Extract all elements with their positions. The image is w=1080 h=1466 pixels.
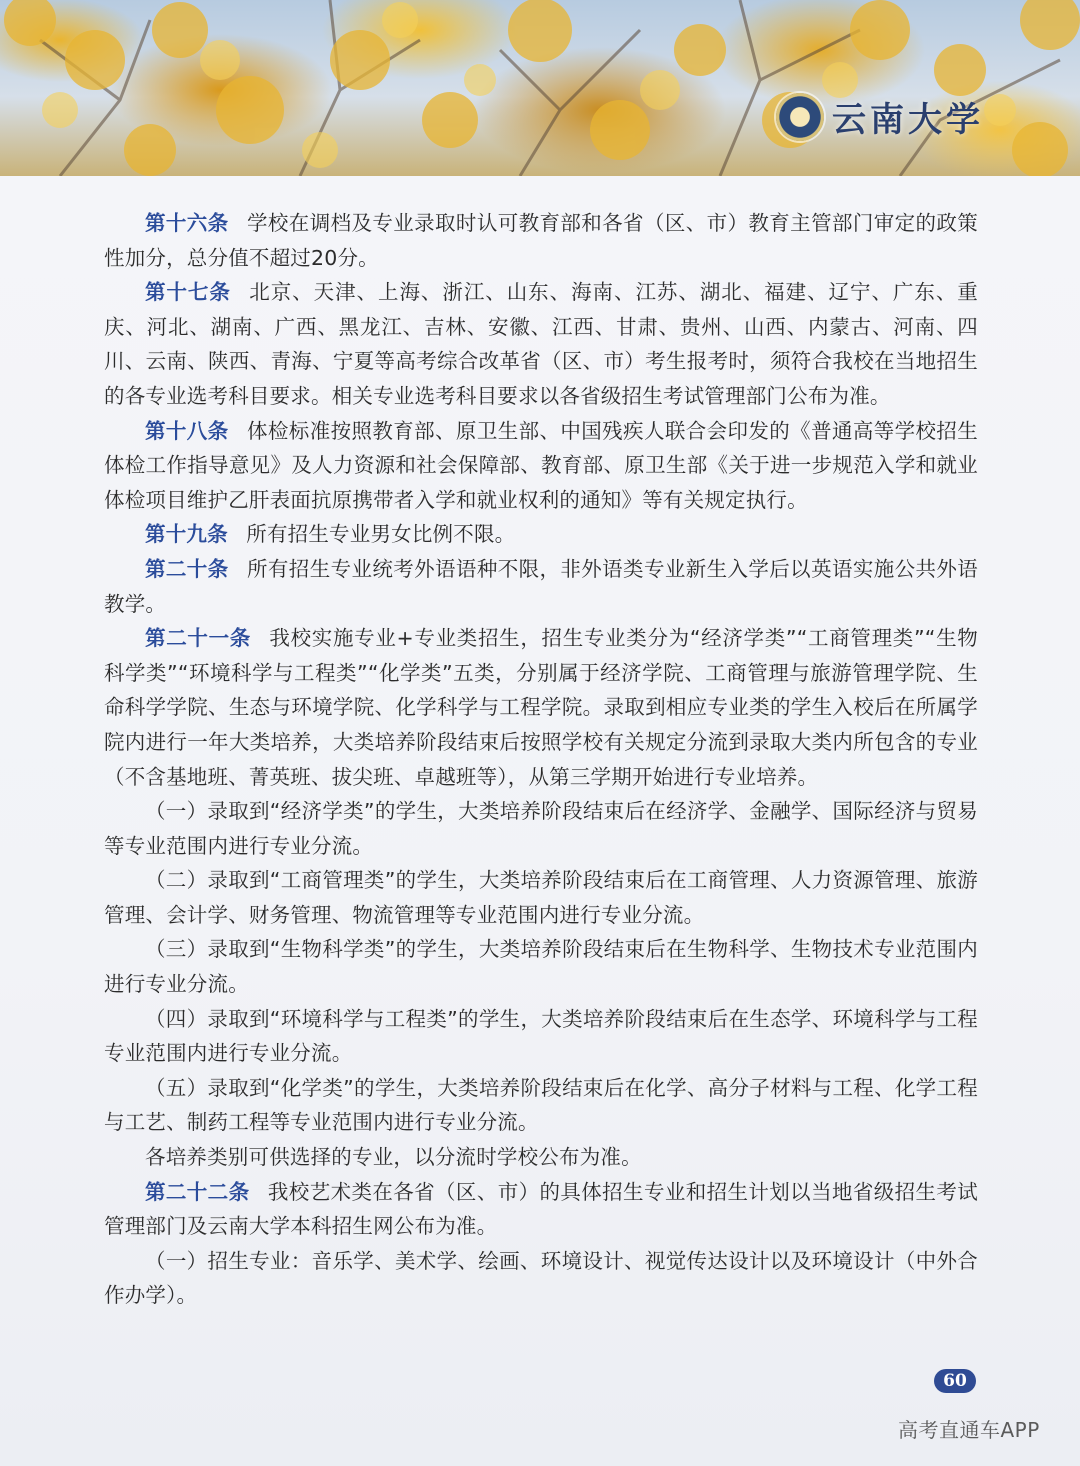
article-18 xyxy=(104,414,978,518)
article-title: 第十七条 xyxy=(145,280,231,305)
article-title: 第十九条 xyxy=(145,522,228,547)
article-text: 学校在调档及专业录取时认可教育部和各省（区、市）教育主管部门审定的政策性加分，总分值不超过20分。 xyxy=(104,211,979,270)
source-watermark: 高考直通车APP xyxy=(898,1418,1040,1442)
article-19 xyxy=(104,517,978,552)
clause-paragraph: （四）录取到“环境科学与工程类”的学生，大类培养阶段结束后在生态学、环境科学与工程专业范围内进行专业分流。 xyxy=(104,1006,978,1066)
article-20 xyxy=(104,552,978,621)
article-22 xyxy=(104,1175,978,1244)
article-21 xyxy=(104,621,978,794)
article-text: 所有招生专业统考外语语种不限，非外语类专业新生入学后以英语实施公共外语教学。 xyxy=(104,556,979,616)
clause-paragraph: （五）录取到“化学类”的学生，大类培养阶段结束后在化学、高分子材料与工程、化学工程与工艺、制药工程等专业范围内进行专业分流。 xyxy=(104,1075,978,1135)
article-17 xyxy=(104,275,978,413)
article-text: 我校实施专业+专业类招生，招生专业类分为“经济学类”“工商管理类”“生物科学类”“环境科学与工程类”“化学类”五类，分别属于经济学院、工商管理与旅游管理学院、生命科学学院、生态与环境学院、化学科学与工程学院。录取到相应专业类的学生入校后在所属学院内进行一年大类培养，大类培养阶段结束后按照学校有关规定分流到录取大类内所包含的专业（不含基地班、菁英班、拔尖班、卓越班等），从第三学期开始进行专业培养。 xyxy=(104,626,979,789)
clause-paragraph: （一）录取到“经济学类”的学生，大类培养阶段结束后在经济学、金融学、国际经济与贸易等专业范围内进行专业分流。 xyxy=(104,799,978,858)
page-number-badge: 60 xyxy=(934,1369,976,1393)
article-16 xyxy=(104,206,978,275)
article-title: 第十六条 xyxy=(145,211,229,235)
article-title: 第十八条 xyxy=(145,418,229,443)
article-text: 所有招生专业男女比例不限。 xyxy=(246,522,516,547)
university-seal-icon xyxy=(776,93,824,141)
header-banner-photo xyxy=(0,0,1080,176)
article-text: 体检标准按照教育部、原卫生部、中国残疾人联合会印发的《普通高等学校招生体检工作指导意见》及人力资源和社会保障部、教育部、原卫生部《关于进一步规范入学和就业体检项目维护乙肝表面抗原携带者入学和就业权利的通知》等有关规定执行。 xyxy=(104,418,979,512)
document-page xyxy=(0,176,1080,1466)
article-text: 我校艺术类在各省（区、市）的具体招生专业和招生计划以当地省级招生考试管理部门及云南大学本科招生网公布为准。 xyxy=(104,1179,979,1239)
university-name-logo: 云南大学 xyxy=(832,100,984,140)
university-logo xyxy=(776,92,984,141)
clause-paragraph: 各培养类别可供选择的专业，以分流时学校公布为准。 xyxy=(145,1145,642,1170)
clause-paragraph: （三）录取到“生物科学类”的学生，大类培养阶段结束后在生物科学、生物技术专业范围内进行专业分流。 xyxy=(104,937,978,997)
article-title: 第二十一条 xyxy=(145,626,251,651)
article-title: 第二十二条 xyxy=(145,1179,250,1204)
tree-branches-graphic xyxy=(0,0,1080,176)
clause-paragraph: （二）录取到“工商管理类”的学生，大类培养阶段结束后在工商管理、人力资源管理、旅游管理、会计学、财务管理、物流管理等专业范围内进行专业分流。 xyxy=(104,868,978,927)
article-title: 第二十条 xyxy=(145,556,229,581)
document-body xyxy=(104,206,978,1313)
article-text: 北京、天津、上海、浙江、山东、海南、江苏、湖北、福建、辽宁、广东、重庆、河北、湖南、广西、黑龙江、吉林、安徽、江西、甘肃、贵州、山西、内蒙古、河南、四川、云南、陕西、青海、宁夏等高考综合改革省（区、市）考生报考时，须符合我校在当地招生的各专业选考科目要求。相关专业选考科目要求以各省级招生考试管理部门公布为准。 xyxy=(104,280,978,408)
clause-paragraph: （一）招生专业：音乐学、美术学、绘画、环境设计、视觉传达设计以及环境设计（中外合作办学）。 xyxy=(104,1248,978,1308)
